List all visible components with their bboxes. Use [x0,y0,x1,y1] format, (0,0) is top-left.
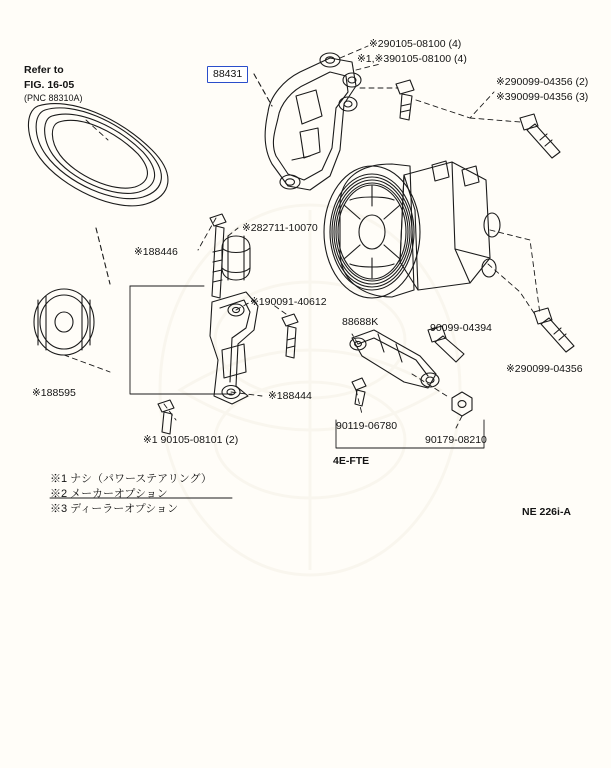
label-88688k: 88688K [342,316,379,328]
legend-note-3: ※3 ディーラーオプション [50,503,179,515]
label-90091-40612: ※190091-40612 [250,296,327,308]
label-82711-10070: ※282711-10070 [242,222,318,234]
legend-note-1: ※1 ナシ（パワーステアリング） [50,473,212,485]
label-390105-08100: ※1,※390105-08100 (4) [357,53,467,65]
legend-note-2: ※2 メーカーオプション [50,488,168,500]
footer-code: NE 226i-A [522,506,572,518]
label-90119-06780: 90119-06780 [336,420,398,432]
label-90099-04394: 90099-04394 [430,322,492,334]
highlighted-part-88431[interactable]: 88431 [207,66,248,83]
label-290099-04356-2: ※290099-04356 (2) [496,76,589,88]
label-290099-04356: ※290099-04356 [506,363,583,375]
label-90105-08101: ※1 90105-08101 (2) [143,434,239,446]
refer-to-line1: Refer to [24,64,64,76]
label-290105-08100: ※290105-08100 (4) [369,38,462,50]
label-390099-04356-3: ※390099-04356 (3) [496,91,589,103]
refer-to-line2: FIG. 16-05 [24,79,75,91]
label-88444: ※188444 [268,390,312,402]
engine-code: 4E-FTE [333,455,370,467]
label-88595: ※188595 [32,387,76,399]
label-90179-08210: 90179-08210 [425,434,487,446]
refer-to-line3: (PNC 88310A) [24,93,83,103]
label-88446: ※188446 [134,246,178,258]
